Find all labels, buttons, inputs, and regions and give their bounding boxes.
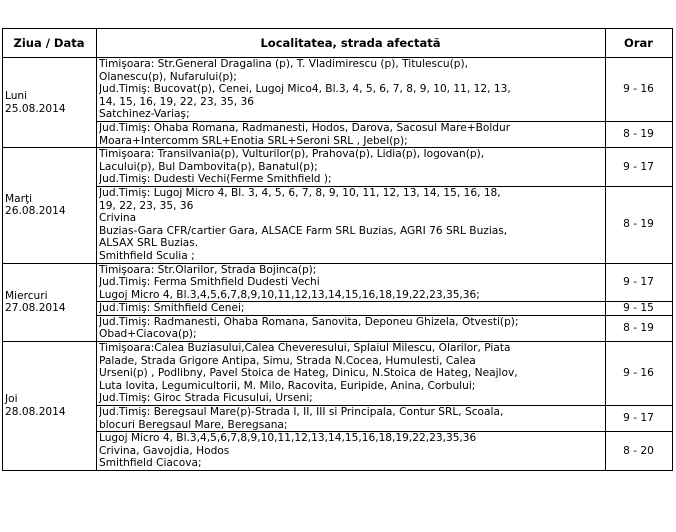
hours-cell (606, 432, 673, 471)
hours-value: 9 - 17 (623, 276, 654, 289)
location-line: Jud.Timiş: Ohaba Romana, Radmanesti, Hodos, Darova, Sacosul Mare+Boldur (99, 121, 511, 134)
schedule-row (3, 432, 673, 471)
schedule-row (3, 302, 673, 316)
location-line: blocuri Beregsaul Mare, Beregsana; (99, 418, 288, 431)
location-line: Crivina (99, 212, 137, 225)
affected-locations-cell (97, 302, 606, 316)
location-line: Smithfield Ciacova; (99, 457, 202, 470)
day-cell (3, 342, 97, 471)
hours-value: 9 - 17 (623, 160, 654, 173)
location-line: Jud.Timiş: Radmanesti, Ohaba Romana, Sanovita, Deponeu Ghizela, Otvesti(p); (99, 315, 519, 328)
day-date: 27.08.2014 (5, 302, 66, 315)
hours-value: 9 - 16 (623, 367, 654, 380)
location-line: Timişoara:Calea Buziasului,Calea Cheveresului, Splaiul Milescu, Olarilor, Piata (99, 342, 511, 355)
location-line: Moara+Intercomm SRL+Enotia SRL+Seroni SRL , Jebel(p); (99, 134, 408, 147)
location-line: Crivina, Gavojdia, Hodos (99, 444, 230, 457)
location-line: Jud.Timiş: Dudesti Vechi(Ferme Smithfield ); (99, 173, 332, 186)
affected-locations-cell (97, 121, 606, 147)
location-line: Obad+Ciacova(p); (99, 328, 197, 341)
day-name: Luni (5, 89, 28, 102)
location-line: Palade, Strada Grigore Antipa, Simu, Strada N.Cocea, Humulesti, Calea (99, 354, 476, 367)
location-line: Timişoara: Str.General Dragalina (p), T. Vladimirescu (p), Titulescu(p), (99, 58, 468, 70)
hours-cell (606, 148, 673, 187)
schedule-row (3, 315, 673, 341)
schedule-row (3, 148, 673, 187)
affected-locations-cell (97, 58, 606, 122)
schedule-row (3, 342, 673, 406)
day-name: Miercuri (5, 289, 48, 302)
location-line: Lugoj Micro 4, Bl.3,4,5,6,7,8,9,10,11,12,13,14,15,16,18,19,22,23,35,36 (99, 432, 477, 445)
day-date: 28.08.2014 (5, 406, 66, 419)
header-location-street: Localitatea, strada afectată (97, 29, 606, 58)
day-name: Joi (5, 393, 18, 406)
location-line: Urseni(p) , Podlibny, Pavel Stoica de Hateg, Dinicu, N.Stoica de Hateg, Neajlov, (99, 367, 518, 380)
header-row (3, 29, 673, 58)
day-date: 26.08.2014 (5, 205, 66, 218)
location-line: 19, 22, 23, 35, 36 (99, 199, 194, 212)
schedule-row (3, 263, 673, 302)
day-name: Marţi (5, 192, 33, 205)
day-date: 25.08.2014 (5, 102, 66, 115)
location-line: Lacului(p), Bul Dambovita(p), Banatul(p); (99, 160, 318, 173)
location-line: Jud.Timiş: Bucovat(p), Cenei, Lugoj Mico4, Bl.3, 4, 5, 6, 7, 8, 9, 10, 11, 12, 13, (99, 83, 511, 96)
location-line: Jud.Timiş: Smithfield Cenei; (99, 302, 245, 315)
location-line: Luta Iovita, Legumicultorii, M. Milo, Racovita, Euripide, Anina, Corbului; (99, 379, 476, 392)
affected-locations-cell (97, 342, 606, 406)
location-line: ALSAX SRL Buzias. (99, 237, 199, 250)
hours-cell (606, 315, 673, 341)
affected-locations-cell (97, 406, 606, 432)
hours-value: 8 - 19 (623, 128, 654, 141)
schedule-row (3, 186, 673, 263)
affected-locations-cell (97, 186, 606, 263)
hours-cell (606, 121, 673, 147)
location-line: Lugoj Micro 4, Bl.3,4,5,6,7,8,9,10,11,12,13,14,15,16,18,19,22,23,35,36; (99, 288, 480, 301)
day-cell (3, 58, 97, 148)
location-line: Satchinez-Variaş; (99, 108, 190, 121)
day-cell (3, 148, 97, 263)
location-line: 14, 15, 16, 19, 22, 23, 35, 36 (99, 95, 254, 108)
hours-value: 9 - 15 (623, 302, 654, 315)
hours-value: 8 - 19 (623, 218, 654, 231)
location-line: Timişoara: Str.Olarilor, Strada Bojinca(p); (99, 263, 317, 276)
hours-value: 8 - 20 (623, 444, 654, 457)
header-hours: Orar (606, 29, 673, 58)
hours-cell (606, 263, 673, 302)
hours-value: 8 - 19 (623, 322, 654, 335)
location-line: Olanescu(p), Nufarului(p); (99, 70, 237, 83)
schedule-row (3, 58, 673, 122)
location-line: Timişoara: Transilvania(p), Vulturilor(p), Prahova(p), Lidia(p), Iogovan(p), (99, 148, 485, 161)
hours-cell (606, 58, 673, 122)
location-line: Jud.Timiş: Lugoj Micro 4, Bl. 3, 4, 5, 6, 7, 8, 9, 10, 11, 12, 13, 14, 15, 16, 18, (99, 186, 501, 199)
outage-schedule-table (2, 28, 673, 471)
hours-value: 9 - 16 (623, 83, 654, 96)
hours-value: 9 - 17 (623, 412, 654, 425)
affected-locations-cell (97, 432, 606, 471)
hours-cell (606, 342, 673, 406)
schedule-row (3, 121, 673, 147)
outage-schedule-sheet (2, 28, 673, 471)
affected-locations-cell (97, 148, 606, 187)
location-line: Buzias-Gara CFR/cartier Gara, ALSACE Farm SRL Buzias, AGRI 76 SRL Buzias, (99, 224, 508, 237)
location-line: Jud.Timiş: Ferma Smithfield Dudesti Vechi (99, 276, 320, 289)
hours-cell (606, 406, 673, 432)
location-line: Jud.Timiş: Beregsaul Mare(p)-Strada I, II, III si Principala, Contur SRL, Scoala, (99, 406, 504, 419)
location-line: Jud.Timiş: Giroc Strada Ficusului, Urseni; (99, 392, 313, 405)
day-cell (3, 263, 97, 342)
schedule-row (3, 406, 673, 432)
hours-cell (606, 302, 673, 316)
hours-cell (606, 186, 673, 263)
header-day-date: Ziua / Data (3, 29, 97, 58)
schedule-body (3, 58, 673, 471)
affected-locations-cell (97, 263, 606, 302)
affected-locations-cell (97, 315, 606, 341)
location-line: Smithfield Sculia ; (99, 249, 195, 262)
